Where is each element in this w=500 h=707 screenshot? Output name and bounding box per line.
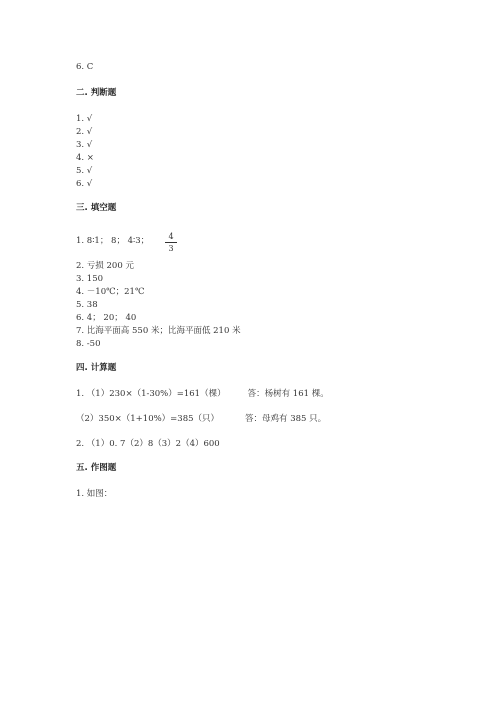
drawing-answer-1: 1. 如图： (76, 489, 113, 499)
fill-answer-8: 8. -50 (76, 339, 101, 349)
calc-expression-2: （2）350×（1+10%）=385（只） (76, 414, 220, 424)
judgement-answer-1: 1. √ (76, 114, 93, 124)
calc-answer-1-2 (76, 414, 326, 424)
section-heading-drawing: 五. 作图题 (76, 463, 117, 473)
fill-answer-5: 5. 38 (76, 300, 98, 310)
calc-answer-2: 2. （1）0. 7（2）8（3）2（4）600 (76, 439, 220, 449)
judgement-answer-3: 3. √ (76, 140, 93, 150)
judgement-answer-4: 4. × (76, 153, 94, 163)
section-heading-fill-blank: 三. 填空题 (76, 203, 117, 213)
answer-6-c: 6. C (76, 62, 94, 72)
judgement-answer-2: 2. √ (76, 127, 93, 137)
fill-answer-7: 7. 比海平面高 550 米；比海平面低 210 米 (76, 326, 241, 336)
fraction-four-thirds (165, 232, 177, 253)
fill-answer-1: 1. 8∶1； 8； 4∶3； (76, 236, 150, 246)
calc-expression-1: 1. （1）230×（1-30%）=161（棵） (76, 389, 226, 399)
fraction-bar (165, 242, 177, 243)
calc-answer-1-1 (76, 389, 329, 399)
fraction-numerator: 4 (168, 232, 174, 241)
fill-answer-4: 4. －10℃；21℃ (76, 287, 145, 297)
fraction-denominator: 3 (168, 244, 174, 253)
fill-answer-3: 3. 150 (76, 274, 104, 284)
calc-conclusion-2: 答：母鸡有 385 只。 (245, 414, 327, 424)
section-heading-judgement: 二. 判断题 (76, 88, 117, 98)
judgement-answer-5: 5. √ (76, 166, 93, 176)
judgement-answer-6: 6. √ (76, 179, 93, 189)
section-heading-calculation: 四. 计算题 (76, 363, 117, 373)
fill-answer-2: 2. 亏损 200 元 (76, 261, 134, 271)
fill-answer-6: 6. 4； 20； 40 (76, 313, 137, 323)
calc-conclusion-1: 答：杨树有 161 棵。 (247, 389, 329, 399)
